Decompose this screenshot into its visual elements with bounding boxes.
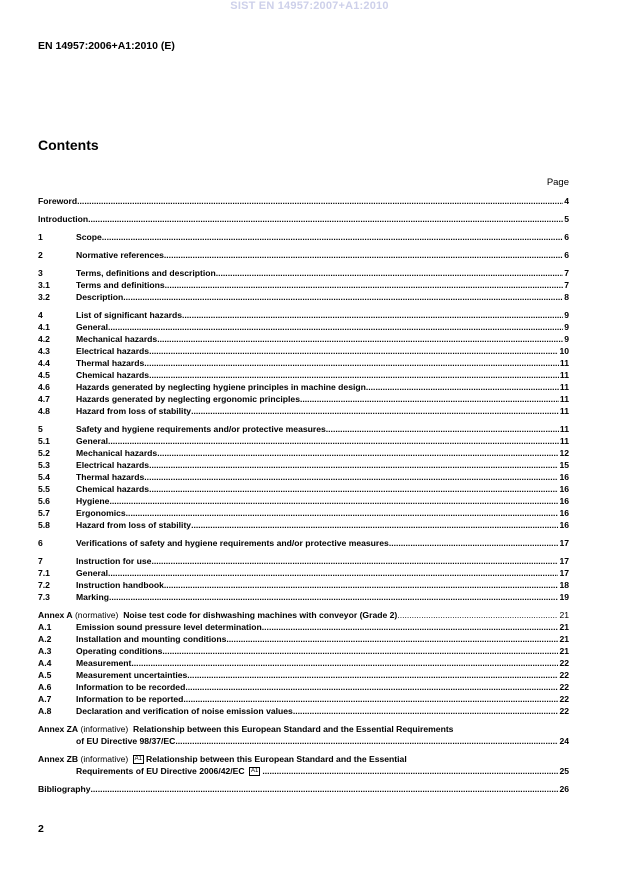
toc-entry-7-2[interactable] — [38, 579, 569, 591]
toc-page: 17 — [559, 556, 569, 566]
watermark: SIST EN 14957:2007+A1:2010 — [230, 0, 389, 12]
toc-title: Normative references — [76, 250, 164, 260]
toc-title: Chemical hazards — [76, 370, 150, 380]
annex-heading-line — [38, 753, 569, 765]
leader-dots — [182, 309, 563, 321]
toc-page: 17 — [559, 538, 569, 548]
toc-page: 11 — [559, 406, 569, 416]
toc-entry-3[interactable] — [38, 267, 569, 279]
toc-title: Description — [76, 292, 124, 302]
toc-number: 6 — [38, 538, 43, 548]
toc-page: 9 — [564, 322, 569, 332]
toc-number: 5.2 — [38, 448, 50, 458]
toc-entry-7[interactable] — [38, 555, 569, 567]
toc-title: Installation and mounting conditions — [76, 634, 227, 644]
toc-page: 16 — [559, 472, 569, 482]
toc-entry-5-1[interactable] — [38, 435, 569, 447]
leader-dots — [144, 357, 559, 369]
toc-entry-5-5[interactable] — [38, 483, 569, 495]
toc-title: Mechanical hazards — [76, 448, 158, 458]
leader-dots — [108, 435, 559, 447]
toc-page: 26 — [559, 784, 569, 794]
leader-dots — [162, 645, 558, 657]
leader-dots — [175, 735, 558, 747]
toc-title: Marking — [76, 592, 109, 602]
leader-dots — [126, 507, 559, 519]
toc-title: Hazard from loss of stability — [76, 520, 192, 530]
toc-page: 15 — [559, 460, 569, 470]
toc-page: 21 — [559, 622, 569, 632]
toc-number: 3 — [38, 268, 43, 278]
toc-entry-4-5[interactable] — [38, 369, 569, 381]
leader-dots — [216, 267, 563, 279]
toc-page: 21 — [559, 610, 569, 620]
toc-number: 5.8 — [38, 520, 50, 530]
table-of-contents — [38, 195, 569, 795]
toc-number: 4.5 — [38, 370, 50, 380]
annex-continuation — [38, 735, 569, 747]
leader-dots — [326, 423, 559, 435]
toc-title: Instruction handbook — [76, 580, 164, 590]
toc-title: Hazards generated by neglecting ergonomic principles — [76, 394, 300, 404]
leader-dots — [144, 471, 558, 483]
toc-entry-a-7[interactable] — [38, 693, 569, 705]
toc-page: 11 — [559, 358, 569, 368]
toc-entry-4-3[interactable] — [38, 345, 569, 357]
toc-page: 22 — [559, 706, 569, 716]
toc-page: 7 — [564, 268, 569, 278]
toc-page: 11 — [559, 394, 569, 404]
leader-dots — [366, 381, 559, 393]
toc-entry-7-3[interactable] — [38, 591, 569, 603]
leader-dots — [293, 705, 559, 717]
leader-dots — [102, 231, 563, 243]
toc-entry-5-6[interactable] — [38, 495, 569, 507]
toc-entry-introduction[interactable] — [38, 213, 569, 225]
toc-number: A.5 — [38, 670, 52, 680]
leader-dots — [77, 195, 563, 207]
leader-dots — [389, 537, 559, 549]
leader-dots — [149, 369, 559, 381]
toc-number: A.7 — [38, 694, 52, 704]
toc-number: 5 — [38, 424, 43, 434]
toc-page: 5 — [564, 214, 569, 224]
amendment-end-marker-icon: A1 — [251, 768, 259, 775]
toc-entry-a-2[interactable] — [38, 633, 569, 645]
toc-title: Measurement — [76, 658, 132, 668]
toc-number: 5.7 — [38, 508, 50, 518]
annex-continuation — [38, 765, 569, 777]
toc-page: 11 — [559, 382, 569, 392]
toc-entry-4-1[interactable] — [38, 321, 569, 333]
leader-dots — [109, 591, 558, 603]
toc-title: Information to be reported — [76, 694, 184, 704]
leader-dots — [108, 321, 563, 333]
leader-dots — [262, 621, 559, 633]
annex-label: Annex ZA — [38, 724, 79, 734]
toc-title: Chemical hazards — [76, 484, 150, 494]
toc-title: Thermal hazards — [76, 358, 145, 368]
toc-page: 7 — [564, 280, 569, 290]
toc-page: 12 — [559, 448, 569, 458]
toc-number: A.4 — [38, 658, 52, 668]
toc-number: 7.2 — [38, 580, 50, 590]
leader-dots — [183, 693, 558, 705]
annex-type: (informative) — [80, 754, 129, 764]
toc-title: Safety and hygiene requirements and/or protective measures — [76, 424, 326, 434]
toc-entry-5[interactable] — [38, 423, 569, 435]
toc-title: Introduction — [38, 214, 89, 224]
toc-entry-5-2[interactable] — [38, 447, 569, 459]
toc-entry-bibliography[interactable] — [38, 783, 569, 795]
leader-dots — [300, 393, 559, 405]
toc-number: 5.4 — [38, 472, 50, 482]
leader-dots — [123, 291, 563, 303]
toc-title: General — [76, 568, 109, 578]
toc-page: 6 — [564, 250, 569, 260]
toc-number: 4.3 — [38, 346, 50, 356]
toc-entry-a-5[interactable] — [38, 669, 569, 681]
toc-number: 5.1 — [38, 436, 50, 446]
annex-heading — [38, 609, 397, 621]
leader-dots — [88, 213, 563, 225]
toc-number: 3.2 — [38, 292, 50, 302]
toc-title: Terms, definitions and description — [76, 268, 216, 278]
toc-entry-4-7[interactable] — [38, 393, 569, 405]
toc-entry-foreword[interactable] — [38, 195, 569, 207]
annex-type: (normative) — [74, 610, 119, 620]
page-title: Contents — [38, 137, 99, 153]
toc-title: Verifications of safety and hygiene requirements and/or protective measures — [76, 538, 389, 548]
toc-title: Electrical hazards — [76, 346, 150, 356]
toc-entry-4-4[interactable] — [38, 357, 569, 369]
toc-page: 24 — [559, 736, 569, 746]
toc-entry-a-3[interactable] — [38, 645, 569, 657]
toc-page: 9 — [564, 334, 569, 344]
toc-title: Instruction for use — [76, 556, 152, 566]
toc-page: 6 — [564, 232, 569, 242]
leader-dots — [226, 633, 558, 645]
toc-page: 8 — [564, 292, 569, 302]
toc-number: 5.5 — [38, 484, 50, 494]
toc-page: 16 — [559, 496, 569, 506]
annex-title-continued: of EU Directive 98/37/EC — [76, 736, 176, 746]
annex-heading — [38, 723, 453, 735]
toc-page: 9 — [564, 310, 569, 320]
leader-dots — [157, 333, 563, 345]
toc-entry-a-8[interactable] — [38, 705, 569, 717]
leader-dots — [187, 669, 558, 681]
toc-title: Ergonomics — [76, 508, 126, 518]
toc-page: 11 — [559, 370, 569, 380]
leader-dots — [91, 783, 559, 795]
leader-dots — [191, 519, 558, 531]
toc-number: 7.1 — [38, 568, 50, 578]
toc-number: 4.2 — [38, 334, 50, 344]
toc-number: 5.6 — [38, 496, 50, 506]
toc-entry-5-4[interactable] — [38, 471, 569, 483]
toc-entry-4-2[interactable] — [38, 333, 569, 345]
toc-entry-a-1[interactable] — [38, 621, 569, 633]
toc-page: 21 — [559, 646, 569, 656]
document-id: EN 14957:2006+A1:2010 (E) — [38, 40, 175, 52]
toc-entry-5-8[interactable] — [38, 519, 569, 531]
leader-dots — [164, 249, 563, 261]
toc-number: A.3 — [38, 646, 52, 656]
toc-page: 11 — [559, 436, 569, 446]
leader-dots — [149, 459, 558, 471]
toc-number: 5.3 — [38, 460, 50, 470]
annex-heading — [38, 753, 407, 765]
toc-page: 17 — [559, 568, 569, 578]
toc-title: Scope — [76, 232, 102, 242]
toc-title: Emission sound pressure level determination — [76, 622, 262, 632]
page-number: 2 — [38, 823, 44, 835]
toc-title: Hazard from loss of stability — [76, 406, 192, 416]
annex-title: Relationship between this European Standard and the Essential Requirements — [133, 724, 454, 734]
toc-title: Foreword — [38, 196, 78, 206]
toc-number: A.1 — [38, 622, 52, 632]
toc-title: Information to be recorded — [76, 682, 186, 692]
toc-title: Thermal hazards — [76, 472, 145, 482]
toc-page: 10 — [559, 346, 569, 356]
toc-title: Mechanical hazards — [76, 334, 158, 344]
toc-title: Electrical hazards — [76, 460, 150, 470]
toc-entry-3-2[interactable] — [38, 291, 569, 303]
toc-page: 21 — [559, 634, 569, 644]
annex-title-continued-text: Requirements of EU Directive 2006/42/EC — [76, 766, 245, 776]
toc-page: 16 — [559, 520, 569, 530]
leader-dots — [191, 405, 559, 417]
toc-entry-6[interactable] — [38, 537, 569, 549]
annex-title: Noise test code for dishwashing machines with conveyor (Grade 2) — [123, 610, 398, 620]
toc-page: 22 — [559, 694, 569, 704]
leader-dots — [165, 279, 564, 291]
annex-label: Annex A — [38, 610, 73, 620]
annex-type: (informative) — [80, 724, 129, 734]
page-column-header: Page — [546, 177, 569, 188]
annex-heading-line — [38, 723, 569, 735]
toc-entry-7-1[interactable] — [38, 567, 569, 579]
leader-dots — [109, 495, 558, 507]
toc-number: 7 — [38, 556, 43, 566]
toc-number: 2 — [38, 250, 43, 260]
toc-title: General — [76, 322, 109, 332]
toc-title: Terms and definitions — [76, 280, 165, 290]
toc-entry-3-1[interactable] — [38, 279, 569, 291]
toc-entry-annex-a[interactable] — [38, 609, 569, 621]
leader-dots — [149, 345, 558, 357]
toc-entry-4-8[interactable] — [38, 405, 569, 417]
toc-entry-4[interactable] — [38, 309, 569, 321]
toc-entry-annex-za[interactable] — [38, 723, 569, 747]
toc-page: 22 — [559, 682, 569, 692]
leader-dots — [149, 483, 558, 495]
toc-number: A.8 — [38, 706, 52, 716]
leader-dots — [151, 555, 558, 567]
leader-dots — [131, 657, 558, 669]
toc-page: 22 — [559, 658, 569, 668]
leader-dots — [397, 609, 558, 621]
toc-page: 4 — [564, 196, 569, 206]
toc-title: Operating conditions — [76, 646, 163, 656]
toc-number: A.2 — [38, 634, 52, 644]
toc-entry-a-4[interactable] — [38, 657, 569, 669]
toc-page: 19 — [559, 592, 569, 602]
annex-label: Annex ZB — [38, 754, 79, 764]
leader-dots — [262, 765, 558, 777]
toc-entry-2[interactable] — [38, 249, 569, 261]
toc-page: 16 — [559, 508, 569, 518]
toc-entry-4-6[interactable] — [38, 381, 569, 393]
toc-title: Hygiene — [76, 496, 110, 506]
toc-page: 25 — [559, 766, 569, 776]
toc-number: 4.8 — [38, 406, 50, 416]
toc-number: 4.7 — [38, 394, 50, 404]
leader-dots — [108, 567, 558, 579]
leader-dots — [164, 579, 559, 591]
toc-number: 4.6 — [38, 382, 50, 392]
toc-title: General — [76, 436, 109, 446]
toc-title: Bibliography — [38, 784, 91, 794]
toc-number: A.6 — [38, 682, 52, 692]
leader-dots — [157, 447, 558, 459]
leader-dots — [185, 681, 558, 693]
toc-page: 11 — [559, 424, 569, 434]
toc-title: List of significant hazards — [76, 310, 183, 320]
toc-entry-a-6[interactable] — [38, 681, 569, 693]
annex-title-continued — [38, 765, 262, 777]
toc-entry-5-7[interactable] — [38, 507, 569, 519]
toc-entry-5-3[interactable] — [38, 459, 569, 471]
toc-entry-1[interactable] — [38, 231, 569, 243]
toc-page: 18 — [559, 580, 569, 590]
toc-entry-annex-zb[interactable] — [38, 753, 569, 777]
toc-title: Measurement uncertainties — [76, 670, 188, 680]
toc-number: 4.1 — [38, 322, 50, 332]
toc-number: 7.3 — [38, 592, 50, 602]
amendment-start-marker-icon: A1 — [134, 756, 142, 763]
toc-number: 4 — [38, 310, 43, 320]
toc-title: Declaration and verification of noise emission values — [76, 706, 293, 716]
toc-number: 1 — [38, 232, 43, 242]
toc-page: 22 — [559, 670, 569, 680]
toc-title: Hazards generated by neglecting hygiene principles in machine design — [76, 382, 366, 392]
toc-number: 3.1 — [38, 280, 50, 290]
toc-page: 16 — [559, 484, 569, 494]
annex-title: Relationship between this European Standard and the Essential — [146, 754, 407, 764]
toc-number: 4.4 — [38, 358, 50, 368]
